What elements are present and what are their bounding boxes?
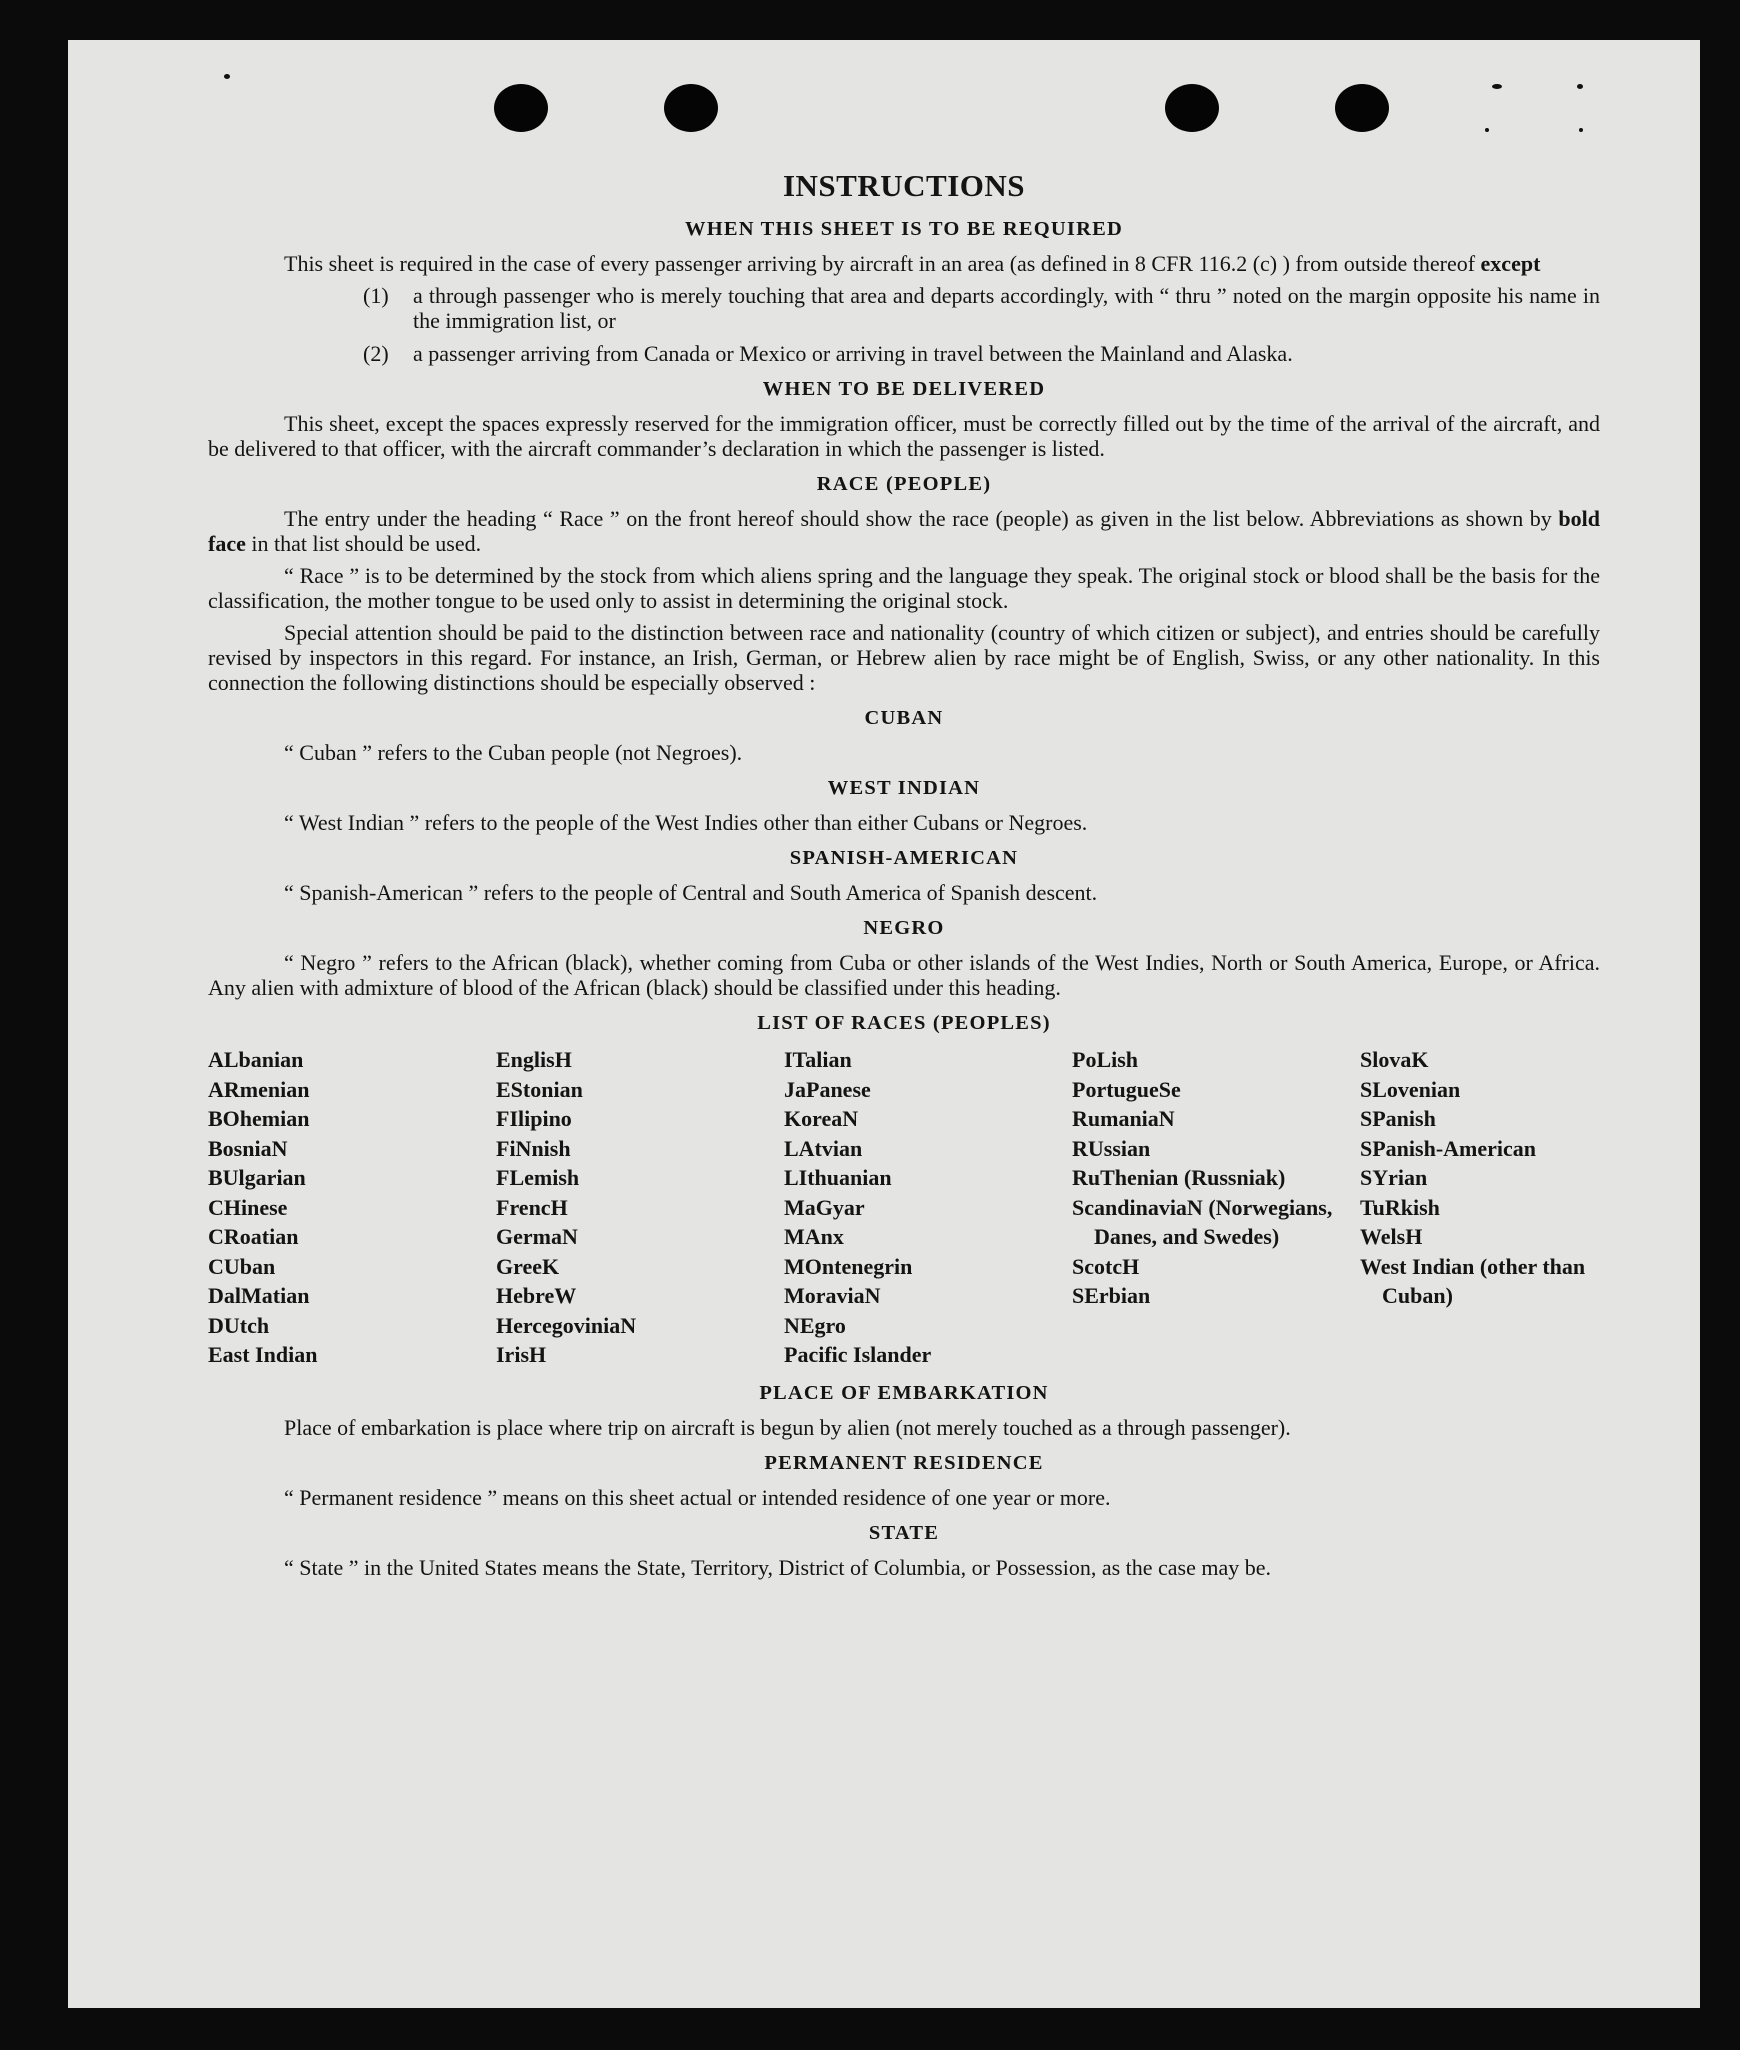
race-list	[208, 1045, 1600, 1370]
punch-hole	[494, 84, 548, 132]
race-entry: RuThenian (Russniak)	[1072, 1165, 1286, 1190]
race-entry: TuRkish	[1360, 1194, 1440, 1220]
race-entry: East Indian	[208, 1342, 318, 1367]
race-entry: Pacific Islander	[784, 1342, 932, 1367]
paragraph	[208, 506, 1600, 556]
race-entry: ScandinaviaN (Norwegians, Danes, and Swedes)	[1072, 1194, 1333, 1249]
race-entry: PoLish	[1072, 1047, 1139, 1072]
paragraph-text: in that list should be used.	[251, 531, 482, 556]
emphasis-text: bold face	[208, 506, 1600, 556]
race-entry: CUban	[208, 1253, 276, 1279]
race-entry: SPanish-American	[1360, 1135, 1536, 1161]
section-heading: RACE (PEOPLE)	[816, 473, 992, 495]
section-heading: PLACE OF EMBARKATION	[759, 1381, 1049, 1404]
race-entry: SLovenian	[1360, 1076, 1461, 1102]
race-entry: RumaniaN	[1072, 1106, 1175, 1131]
race-column	[208, 1045, 470, 1370]
race-column	[784, 1045, 1046, 1370]
ink-speck	[1579, 128, 1583, 132]
paragraph: “ West Indian ” refers to the people of the West Indies other than either Cubans or Negroes.	[284, 810, 1088, 835]
race-entry: ScotcH	[1072, 1253, 1140, 1279]
section-heading: PERMANENT RESIDENCE	[764, 1451, 1044, 1474]
list-text: a through passenger who is merely touching that area and departs accordingly, with “ thru ” noted on the margin opposite his name in the immigration list, or	[413, 283, 1600, 333]
race-entry: GreeK	[496, 1253, 560, 1279]
section-heading: SPANISH-AMERICAN	[789, 847, 1019, 869]
document-sheet	[68, 40, 1700, 2008]
race-entry: HercegoviniaN	[496, 1312, 637, 1338]
paragraph: “ Spanish-American ” refers to the people of Central and South America of Spanish descent.	[284, 880, 1098, 905]
race-entry: FLemish	[496, 1165, 580, 1190]
race-entry: PortugueSe	[1072, 1076, 1181, 1102]
race-entry: RUssian	[1072, 1135, 1151, 1161]
race-entry: DalMatian	[208, 1283, 310, 1308]
emphasis-text: except	[1480, 251, 1541, 276]
section-heading: STATE	[868, 1521, 940, 1544]
ink-speck	[1492, 84, 1502, 89]
race-entry: BOhemian	[208, 1106, 310, 1131]
race-entry: HebreW	[496, 1283, 577, 1308]
race-entry: EnglisH	[496, 1047, 572, 1072]
paragraph: “ Cuban ” refers to the Cuban people (not Negroes).	[284, 740, 743, 765]
race-entry: NEgro	[784, 1312, 846, 1338]
race-entry: DUtch	[208, 1312, 270, 1338]
race-entry: SYrian	[1360, 1165, 1428, 1190]
list-number: (1)	[363, 283, 389, 308]
race-entry: ALbanian	[208, 1047, 304, 1072]
section-heading: WEST INDIAN	[827, 777, 981, 799]
race-entry: CHinese	[208, 1194, 288, 1220]
race-entry: MoraviaN	[784, 1283, 881, 1308]
race-entry: MaGyar	[784, 1194, 865, 1220]
race-entry: ARmenian	[208, 1076, 310, 1102]
section-heading: LIST OF RACES (PEOPLES)	[757, 1012, 1051, 1034]
race-entry: WelsH	[1360, 1224, 1423, 1249]
race-entry: West Indian (other than Cuban)	[1360, 1253, 1586, 1308]
paragraph-text: The entry under the heading “ Race ” on the front hereof should show the race (people) as given in the list below. Abbreviations as shown by	[284, 506, 1552, 531]
race-entry: EStonian	[496, 1076, 583, 1102]
race-entry: FIlipino	[496, 1106, 572, 1131]
paragraph: Special attention should be paid to the distinction between race and nationality (country of which citizen or subject), and entries should be carefully revised by inspectors in this regard. For instance, an Irish, German, or Hebrew alien by race might be of English, Swiss, or any other nationality. In this connection the following distinctions should be especially observed :	[208, 620, 1600, 695]
race-entry: FiNnish	[496, 1135, 571, 1161]
race-column	[1360, 1045, 1600, 1370]
section-heading: WHEN TO BE DELIVERED	[762, 378, 1046, 400]
race-entry: JaPanese	[784, 1076, 871, 1102]
race-entry: KoreaN	[784, 1106, 859, 1131]
race-entry: CRoatian	[208, 1224, 299, 1249]
punch-hole	[664, 84, 718, 132]
race-entry: LIthuanian	[784, 1165, 892, 1190]
page-title: INSTRUCTIONS	[782, 168, 1025, 203]
ink-speck	[1577, 84, 1583, 89]
list-text: a passenger arriving from Canada or Mexico or arriving in travel between the Mainland and Alaska.	[413, 341, 1293, 366]
section-heading: WHEN THIS SHEET IS TO BE REQUIRED	[685, 218, 1123, 240]
race-entry: ITalian	[784, 1047, 852, 1072]
list-item	[208, 283, 1600, 333]
race-entry: GermaN	[496, 1224, 578, 1249]
race-entry: MOntenegrin	[784, 1253, 913, 1279]
race-entry: BUlgarian	[208, 1165, 306, 1190]
race-entry: LAtvian	[784, 1135, 863, 1161]
instructions-content	[208, 168, 1600, 1587]
punch-hole	[1165, 84, 1219, 132]
ink-speck	[224, 74, 230, 79]
race-entry: BosniaN	[208, 1135, 288, 1161]
race-entry: SlovaK	[1360, 1047, 1429, 1072]
paragraph: “ State ” in the United States means the State, Territory, District of Columbia, or Possession, as the case may be.	[284, 1554, 1272, 1580]
paragraph: “ Permanent residence ” means on this sheet actual or intended residence of one year or more.	[284, 1484, 1111, 1510]
section-heading: NEGRO	[863, 917, 945, 939]
race-entry: SPanish	[1360, 1106, 1436, 1131]
paragraph: Place of embarkation is place where trip on aircraft is begun by alien (not merely touched as a through passenger).	[284, 1414, 1291, 1440]
paragraph: This sheet, except the spaces expressly reserved for the immigration officer, must be correctly filled out by the time of the arrival of the aircraft, and be delivered to that officer, with the aircraft commander’s declaration in which the passenger is listed.	[208, 411, 1600, 461]
paragraph: “ Race ” is to be determined by the stock from which aliens spring and the language they speak. The original stock or blood shall be the basis for the classification, the mother tongue to be used only to assist in determining the original stock.	[208, 563, 1600, 613]
race-entry: MAnx	[784, 1224, 844, 1249]
paragraph-text: This sheet is required in the case of every passenger arriving by aircraft in an area (as defined in 8 CFR 116.2 (c) ) from outside thereof	[284, 251, 1476, 276]
punch-hole	[1335, 84, 1389, 132]
race-entry: SErbian	[1072, 1283, 1151, 1308]
race-column	[496, 1045, 758, 1370]
ink-speck	[1485, 128, 1489, 132]
list-item	[208, 341, 1600, 366]
list-number: (2)	[363, 341, 389, 366]
race-entry: FrencH	[496, 1194, 568, 1220]
section-heading: CUBAN	[864, 707, 944, 729]
paragraph	[208, 251, 1600, 276]
race-column	[1072, 1045, 1334, 1370]
paragraph: “ Negro ” refers to the African (black), whether coming from Cuba or other islands of the West Indies, North or South America, Europe, or Africa. Any alien with admixture of blood of the African (black) should be classified under this heading.	[208, 950, 1600, 1000]
race-entry: IrisH	[496, 1342, 547, 1367]
